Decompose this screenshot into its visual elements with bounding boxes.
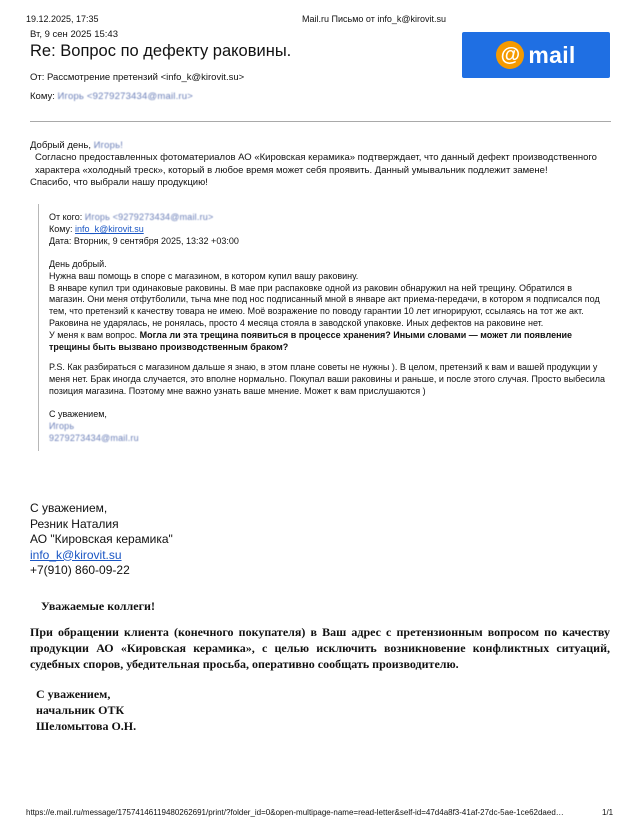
- otk-name: Шеломытова О.Н.: [36, 719, 137, 733]
- quoted-line: Раковина не ударялась, не ронялась, просто 4 месяца стояла в заводской упаковке. Иных дефектов на раковине нет.: [49, 318, 544, 329]
- letter-from: От: Рассмотрение претензий <info_k@kirovit.su>: [30, 72, 245, 83]
- quoted-to: [49, 224, 605, 236]
- reply-greeting: [30, 140, 615, 152]
- mailru-logo: [462, 32, 610, 78]
- quoted-date: Дата: Вторник, 9 сентября 2025, 13:32 +03:00: [49, 235, 239, 246]
- signature-regards: С уважением,: [30, 501, 108, 515]
- quoted-from-label: От кого:: [49, 212, 85, 222]
- quoted-regards: С уважением,: [49, 408, 107, 419]
- quoted-from: [49, 212, 605, 224]
- letter-sent-date: Вт, 9 сен 2025 15:43: [30, 29, 118, 40]
- quoted-name: Игорь: [49, 420, 75, 431]
- quoted-question-bold: Могла ли эта трещина появиться в процессе хранения? Иными словами — может ли появление трещины быть вызвано производственным браком?: [49, 330, 573, 353]
- header-divider: [30, 121, 611, 122]
- print-page-number: 1/1: [602, 808, 614, 817]
- print-footer-url: https://e.mail.ru/message/17574146119480262691/print/?folder_id=0&open-multipage-name=read-letter&self-id=47d4a8f3-41af-27dc-5ae-1ce62daed…: [26, 808, 564, 817]
- quoted-question-plain: У меня к вам вопрос.: [49, 330, 140, 341]
- reply-greeting-prefix: Добрый день,: [30, 140, 94, 151]
- notice-text: При обращении клиента (конечного покупателя) в Ваш адрес с претензионным вопросом по качеству продукции АО «Кировская керамика», с целью исключить возникновение конфликтных ситуаций, судебных споров, убедительная просьба, оперативно сообщать производителю.: [30, 625, 610, 671]
- letter-subject: Re: Вопрос по дефекту раковины.: [30, 42, 292, 60]
- reply-text: Согласно предоставленных фотоматериалов АО «Кировская керамика» подтверждает, что данный дефект производственного характера «холодный треск», который в любое время может себя проявить. Данный умывальник подлежит замене!: [35, 152, 597, 176]
- signature-company: АО "Кировская керамика": [30, 532, 173, 546]
- at-sign-icon: @: [496, 41, 524, 69]
- otk-position: начальник ОТК: [36, 703, 125, 717]
- print-datetime: 19.12.2025, 17:35: [26, 14, 99, 24]
- quoted-from-value: Игорь <9279273434@mail.ru>: [84, 212, 214, 222]
- print-page-title: Mail.ru Письмо от info_k@kirovit.su: [302, 14, 446, 24]
- quoted-question: [49, 330, 605, 354]
- reply-body: [30, 140, 615, 189]
- quoted-ps: P.S. Как разбираться с магазином дальше я знаю, в этом плане советы не нужны ). В целом, претензий к вам и вашей продукции у меня нет. Брак иногда случается, это вполне нормально. Покупал ваши раковины и раньше, и после этого случая. Просто выбесила позиция магазина. Поэтому мне важно узнать ваше мнение. Может к вам прислушаются ): [49, 361, 605, 396]
- signature-name: Резник Наталия: [30, 516, 119, 531]
- letter-to-label: Кому:: [30, 91, 58, 102]
- signature-phone: +7(910) 860-09-22: [30, 563, 130, 577]
- quoted-to-email-link[interactable]: info_k@kirovit.su: [75, 223, 144, 234]
- reply-thanks: Спасибо, что выбрали нашу продукцию!: [30, 176, 208, 188]
- otk-regards: С уважением,: [36, 687, 111, 701]
- quoted-greeting: День добрый.: [49, 258, 107, 269]
- quoted-line: В январе купил три одинаковые раковины. В мае при распаковке одной из раковин обнаружил на ней трещину. Обратился в магазин. Они меня отфутболили, тыча мне под нос подписанный мной в январе акт приема-передачи, в котором я подписался под тем, что претензий к качеству товара не имею. Моё возражение по поводу гарантии 10 лет игнорируют, ссылаясь на тот же акт.: [49, 282, 600, 317]
- notice-heading: Уважаемые коллеги!: [41, 599, 155, 613]
- quoted-line: Нужна ваш помощь в споре с магазином, в котором купил вашу раковину.: [49, 270, 359, 281]
- signature-block: [30, 501, 173, 579]
- letter-to-value: Игорь <9279273434@mail.ru>: [57, 91, 194, 102]
- reply-greeting-name: Игорь!: [93, 140, 124, 151]
- otk-signature: [36, 686, 136, 734]
- letter-to: [30, 91, 193, 102]
- logo-text: mail: [528, 41, 576, 68]
- quoted-email: 9279273434@mail.ru: [49, 432, 139, 443]
- quoted-message: [38, 204, 609, 451]
- signature-email-link[interactable]: info_k@kirovit.su: [30, 547, 122, 562]
- quoted-to-label: Кому:: [49, 223, 76, 234]
